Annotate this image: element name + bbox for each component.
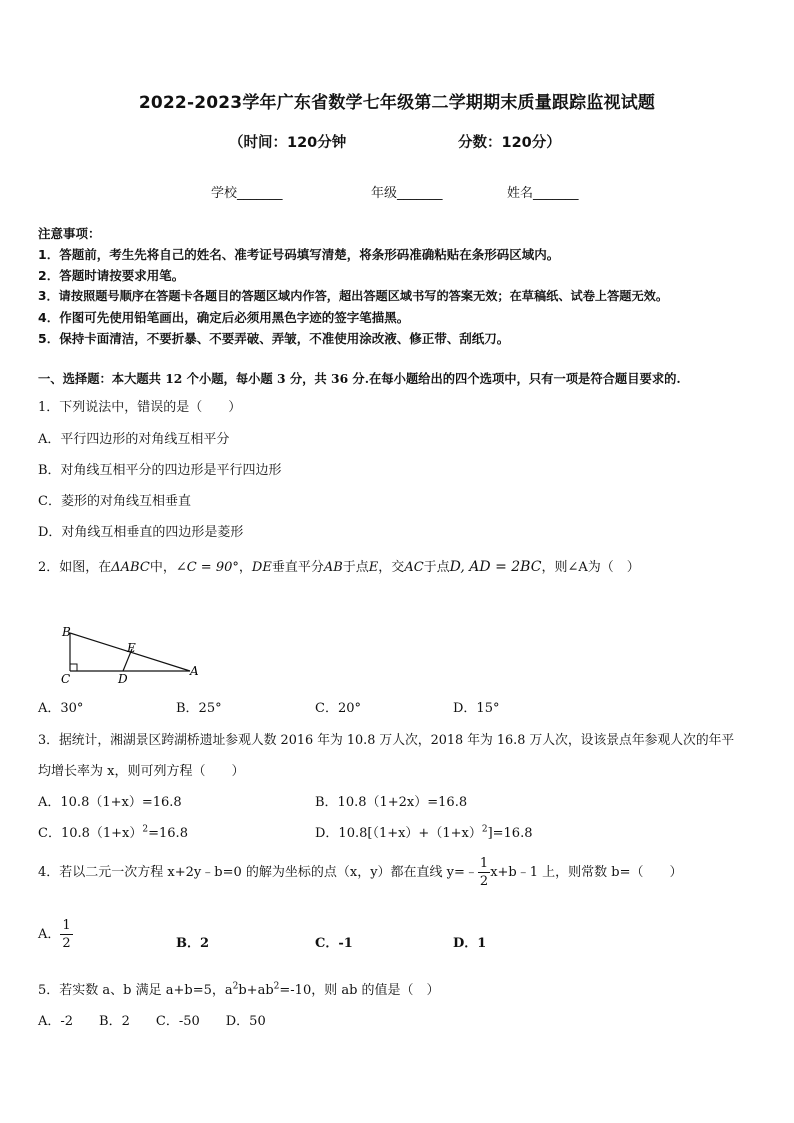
q1-option-b: B．对角线互相平分的四边形是平行四边形 xyxy=(38,463,282,478)
q2-angle-c: ∠C = 90° xyxy=(175,560,239,575)
q2-text-4: 垂直平分 xyxy=(271,560,324,575)
q1-stem: 1．下列说法中，错误的是（ ） xyxy=(38,400,242,415)
label-c: C xyxy=(61,672,71,684)
q4-frac-den: 2 xyxy=(479,874,489,889)
label-e: E xyxy=(127,641,136,655)
q2-triangle-figure xyxy=(56,622,206,684)
q3-option-c xyxy=(38,822,188,841)
q2-text-2: 中， xyxy=(149,560,176,575)
label-a: A xyxy=(190,664,199,678)
q2-text-8: ，则∠A为（ ） xyxy=(541,560,640,575)
q3-stem-line-1: 3．据统计，湘湖景区跨湖桥遗址参观人数 2016 年为 10.8 万人次，2018 年为 16.8 万人次，设该景点年参观人次的年平 xyxy=(38,733,735,748)
q5-exp-2: 2 xyxy=(273,981,280,992)
page-title: 2022-2023学年广东省数学七年级第二学期期末质量跟踪监视试题 xyxy=(138,93,656,113)
q5-text-1: 5．若实数 a、b 满足 a+b=5，a xyxy=(38,983,233,998)
q4-text-1: 4．若以二元一次方程 x+2y﹣b=0 的解为坐标的点（x，y）都在直线 y=﹣ xyxy=(38,865,478,880)
q4-fraction xyxy=(478,857,490,888)
exam-score: 分数：120分） xyxy=(458,135,561,151)
notice-item-4: 4．作图可先使用铅笔画出，确定后必须用黑色字迹的签字笔描黑。 xyxy=(38,310,410,325)
q5-stem xyxy=(38,979,440,998)
q3-option-b: B．10.8（1+2x）=16.8 xyxy=(315,795,468,810)
notice-item-2: 2．答题时请按要求用笔。 xyxy=(38,268,185,283)
q4-text-2: x+b﹣1 上，则常数 b=（ ） xyxy=(490,865,683,880)
q4-a-fraction xyxy=(60,919,72,950)
q2-text-5: 于点 xyxy=(342,560,369,575)
q2-ab: AB xyxy=(323,560,343,575)
q4-option-c: C．-1 xyxy=(315,936,353,951)
q4-option-b: B．2 xyxy=(176,936,210,951)
q4-option-d: D．1 xyxy=(453,936,487,951)
q3-option-d xyxy=(315,822,532,841)
notice-item-5: 5．保持卡面清洁，不要折暴、不要弄破、弄皱，不准使用涂改液、修正带、刮纸刀。 xyxy=(38,331,510,346)
notice-item-3: 3．请按照题号顺序在答题卡各题目的答题区域内作答，超出答题区域书写的答案无效；在草稿纸、试卷上答题无效。 xyxy=(38,289,669,303)
q2-option-d: D．15° xyxy=(453,701,500,716)
q2-text-7: 于点 xyxy=(423,560,450,575)
q2-text-3: ， xyxy=(238,560,252,575)
q3-stem-line-2: 均增长率为 x，则可列方程（ ） xyxy=(38,764,245,779)
right-angle-mark xyxy=(70,664,77,671)
school-field: 学校_______ xyxy=(211,186,283,201)
q2-text-6: ，交 xyxy=(378,560,405,575)
label-d: D xyxy=(118,672,128,684)
q1-option-c: C．菱形的对角线互相垂直 xyxy=(38,494,191,509)
q1-option-d: D．对角线互相垂直的四边形是菱形 xyxy=(38,525,244,540)
notice-item-1: 1．答题前，考生先将自己的姓名、准考证号码填写清楚，将条形码准确粘贴在条形码区域内。 xyxy=(38,247,560,262)
q3-c-exponent: 2 xyxy=(142,824,149,835)
q3-d-exponent: 2 xyxy=(481,824,488,835)
q5-exp-1: 2 xyxy=(232,981,239,992)
exam-time: （时间：120分钟 xyxy=(229,135,347,151)
q4-a-label: A． xyxy=(38,927,61,942)
q4-a-num: 1 xyxy=(62,918,71,933)
q1-option-a: A．平行四边形的对角线互相平分 xyxy=(38,432,230,447)
q2-de: DE xyxy=(251,560,272,575)
q5-text-2: b+ab xyxy=(238,983,274,998)
section-heading: 一、选择题：本大题共 12 个小题，每小题 3 分，共 36 分.在每小题给出的四个选项中，只有一项是符合题目要求的. xyxy=(38,371,681,386)
grade-field: 年级_______ xyxy=(371,186,443,201)
name-field: 姓名_______ xyxy=(507,186,579,201)
q3-option-a: A．10.8（1+x）=16.8 xyxy=(38,795,182,810)
q2-option-b: B．25° xyxy=(176,701,222,716)
q4-a-den: 2 xyxy=(62,936,71,951)
q3-c-text: C．10.8（1+x） xyxy=(38,826,143,841)
q5-options: A．-2 B．2 C．-50 D．50 xyxy=(38,1014,266,1029)
q2-stem xyxy=(38,556,640,575)
q4-stem xyxy=(38,857,682,888)
q5-text-3: =-10，则 ab 的值是（ ） xyxy=(279,983,440,998)
q3-d-rhs: ]=16.8 xyxy=(487,826,533,841)
q2-option-c: C．20° xyxy=(315,701,361,716)
q4-option-a xyxy=(38,919,73,950)
q3-d-text: D．10.8[（1+x）+（1+x） xyxy=(315,826,482,841)
q3-c-rhs: =16.8 xyxy=(148,826,188,841)
q4-frac-num: 1 xyxy=(479,856,489,871)
label-b: B xyxy=(62,625,71,639)
q2-option-a: A．30° xyxy=(38,701,84,716)
q2-text-1: 2．如图，在 xyxy=(38,560,112,575)
q2-triangle: ΔABC xyxy=(111,560,150,575)
notice-heading: 注意事项： xyxy=(38,226,101,241)
q2-condition: D, AD = 2BC xyxy=(449,559,542,575)
q2-ac: AC xyxy=(404,560,424,575)
q2-e: E xyxy=(368,560,379,575)
